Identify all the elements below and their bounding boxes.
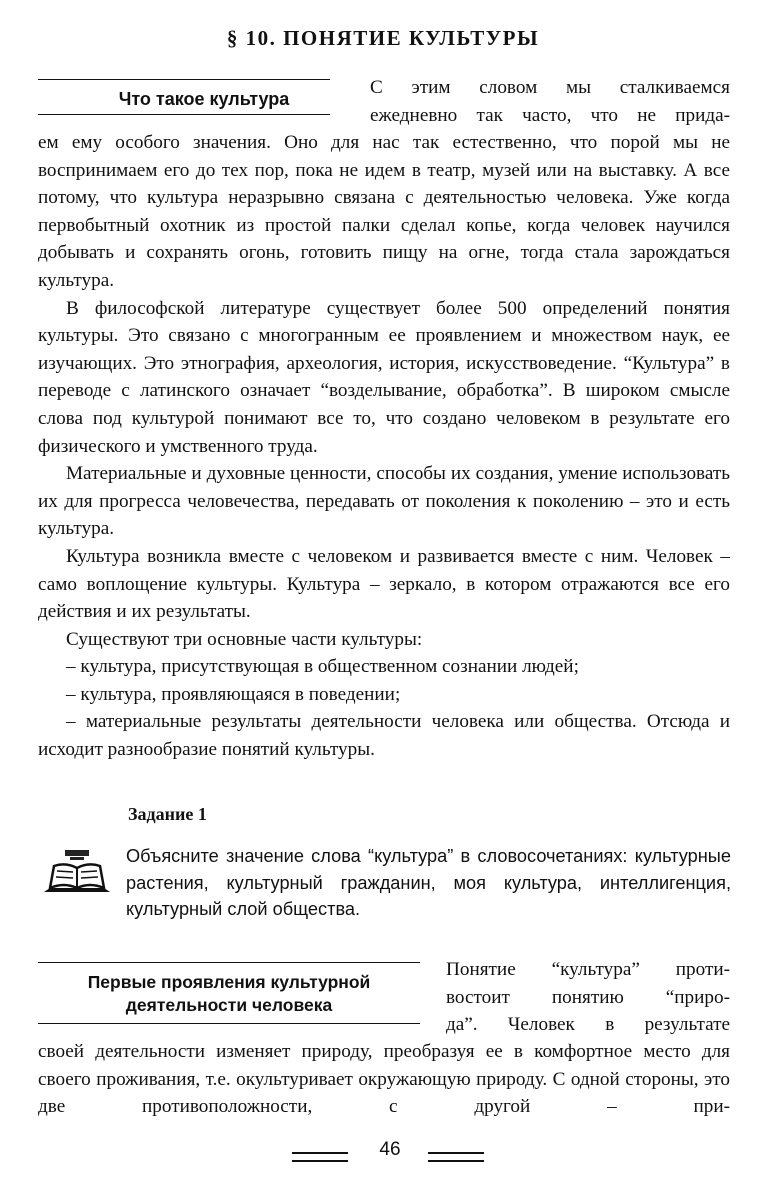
section-heading-text: Что такое культура (118, 89, 290, 109)
paragraph: Существуют три основные части культуры: (66, 628, 423, 650)
intro-line: востоит понятию “приро- (446, 986, 730, 1008)
section-heading-first-manifestations (38, 962, 420, 1024)
paragraph: своей деятельности изменяет природу, преобразуя ее в комфортное место для своего проживания, т.е. окультуривает окружающую природу. С одной стороны, это две противоположности, с другой – при- (38, 1041, 730, 1118)
intro-line: Понятие “культура” проти- (446, 959, 730, 980)
section-heading-text: деятельности человека (125, 995, 333, 1015)
section2-body (38, 1038, 730, 1121)
heading-rule-bottom (38, 114, 330, 115)
section2-intro (446, 956, 730, 1039)
task-heading: Задание 1 (128, 804, 207, 824)
paragraph: Материальные и духовные ценности, способы их создания, умение использовать их для прогресса человечества, передавать от поколения к поколению – это и есть культура. (38, 463, 730, 540)
footer-rule-left (292, 1152, 348, 1162)
section1-intro (370, 74, 730, 129)
paragraph: ем ему особого значения. Оно для нас так естественно, что порой мы не воспринимаем его до тех пор, пока не идем в театр, музей или на выставку. А все потому, что культура неразрывно связана с деятельностью человека. Уже когда первобытный охотник из простой палки сделал копье, когда человек научился добывать и сохранять огонь, готовить пищу на огне, тогда стала зарождаться культура. (38, 132, 730, 291)
book-icon (40, 848, 114, 894)
section-heading-text: Первые проявления культурной (87, 972, 371, 992)
heading-rule-bottom (38, 1023, 420, 1024)
paragraph: В философской литературе существует более 500 определений понятия культуры. Это связано с многогранным ее проявлением и множеством наук, ее изучающих. Это этнография, археология, история, искусствоведение. “Культура” в переводе с латинского означает “возделывание, обработка”. В широком смысле слова под культурой понимают все то, что создано человеком в результате его физического и умственного труда. (38, 297, 730, 457)
page-number: 46 (379, 1139, 401, 1160)
section-heading-what-is-culture (38, 79, 330, 115)
intro-line: да”. Человек в результате (446, 1014, 730, 1036)
intro-line: ежедневно так часто, что не прида- (370, 104, 730, 126)
page-title: § 10. ПОНЯТИЕ КУЛЬТУРЫ (226, 26, 540, 50)
list-item: – материальные результаты деятельности человека или общества. Отсюда и исходит разнообразие понятий культуры. (38, 711, 730, 761)
footer-rule-right (428, 1152, 484, 1162)
section1-body (38, 129, 730, 764)
list-item: – культура, присутствующая в общественном сознании людей; (66, 656, 579, 678)
list-item: – культура, проявляющаяся в поведении; (66, 683, 401, 705)
task-text: Объясните значение слова “культура” в словосочетаниях: культурные растения, культурный гражданин, моя культура, интеллигенция, культурный слой общества. (126, 846, 731, 919)
paragraph: Культура возникла вместе с человеком и развивается вместе с ним. Человек – само воплощение культуры. Культура – зеркало, в котором отражаются все его действия и их результаты. (38, 545, 730, 623)
intro-line: С этим словом мы сталкиваемся (370, 77, 730, 98)
